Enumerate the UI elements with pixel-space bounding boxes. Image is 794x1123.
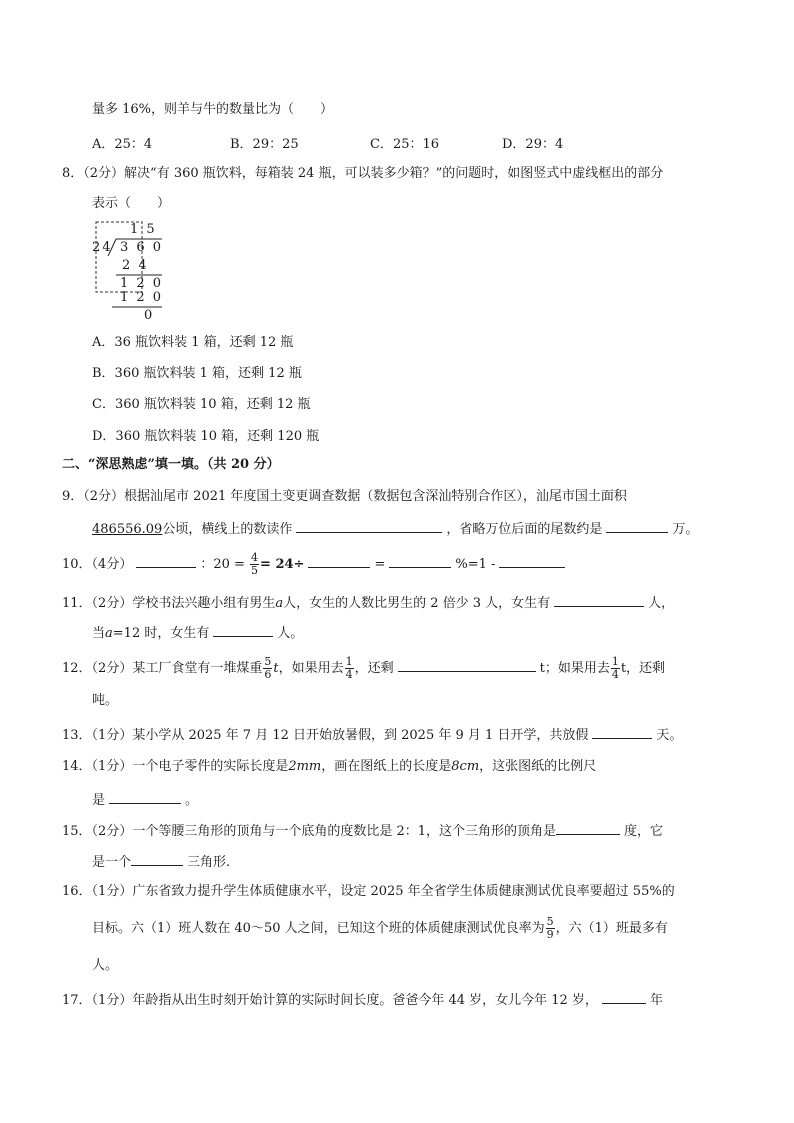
q10-blank-2[interactable] <box>308 553 370 568</box>
q9-area-number: 486556.09 <box>92 522 163 537</box>
q11-variable-a: a <box>275 596 284 611</box>
q11-line2: 当a=12 时，女生有 人。 <box>92 622 303 643</box>
q9-blank-approx[interactable] <box>606 518 668 533</box>
q13-blank[interactable] <box>592 724 652 739</box>
q17-line: 17．（1分）年龄指从出生时刻开始计算的实际时间长度。爸爸今年 44 岁，女儿今年 12 岁， 年 <box>62 989 663 1010</box>
q8-option-c[interactable]: C．360 瓶饮料装 10 箱，还剩 12 瓶 <box>92 397 311 412</box>
q12-line2: 吨。 <box>92 693 119 708</box>
q12-line1: 12．（2分）某工厂食堂有一堆煤重 $\frac{5}{6}$ t，如果用去 $\frac{1}{4}$ ，还剩 t；如果用去 $\frac{1}{4}$ t，还剩 <box>62 655 666 681</box>
q16-line3: 人。 <box>92 958 119 973</box>
division-row2: 1 2 0 <box>120 276 164 291</box>
q8-question-line2: 表示（ ） <box>92 196 171 211</box>
q10-text-ratio: ：20 = <box>200 557 245 572</box>
q15-blank-1[interactable] <box>556 820 620 835</box>
division-divisor: 24 <box>92 240 113 255</box>
q10-blank-4[interactable] <box>499 553 565 568</box>
q16-line2: 目标。六（1）班人数在 40～50 人之间，已知这个班的体质健康测试优良率为 $\frac{5}{9}$ ，六（1）班最多有 <box>92 915 668 941</box>
q14-blank[interactable] <box>109 789 181 804</box>
section-2-title: 二、“深思熟虑”填一填。（共 20 分） <box>62 457 280 472</box>
q9-text-mid2: ，省略万位后面的尾数约是 <box>446 522 603 537</box>
q12-fraction-2: $\frac{1}{4}$ <box>345 655 353 681</box>
q11-blank-2[interactable] <box>213 622 273 637</box>
q11-blank-1[interactable] <box>554 592 644 607</box>
q15-line2: 是一个 三角形. <box>92 851 230 872</box>
q13-line: 13．（1分）某小学从 2025 年 7 月 12 日开始放暑假，到 2025 年 9 月 1 日开学，共放假 天。 <box>62 724 682 745</box>
q12-fraction-3: $\frac{1}{4}$ <box>611 655 619 681</box>
division-row3: 1 2 0 <box>120 290 164 305</box>
q16-line1: 16．（1分）广东省致力提升学生体质健康水平，设定 2025 年全省学生体质健康测试优良率要超过 55%的 <box>62 884 675 899</box>
q9-blank-reading[interactable] <box>296 518 442 533</box>
q10-prefix: 10．（4分） <box>62 557 133 572</box>
q17-blank[interactable] <box>602 989 646 1004</box>
division-remainder: 0 <box>144 308 155 323</box>
q9-text-mid: 公顷，横线上的数读作 <box>162 522 293 537</box>
q14-line2: 是 。 <box>92 789 198 810</box>
q15-line1: 15．（2分）一个等腰三角形的顶角与一个底角的度数比是 2：1，这个三角形的顶角是 度，它 <box>62 820 663 841</box>
q12-fraction-1: $\frac{5}{6}$ <box>264 655 272 681</box>
q14-drawn-length: 8cm <box>451 759 480 774</box>
long-division-figure <box>92 220 172 325</box>
q8-option-d[interactable]: D．360 瓶饮料装 10 箱，还剩 120 瓶 <box>92 429 320 444</box>
q9-line2 <box>92 518 698 539</box>
q7-option-d[interactable]: D．29：4 <box>502 137 564 152</box>
q16-fraction: $\frac{5}{9}$ <box>546 915 554 941</box>
q10-blank-1[interactable] <box>136 553 196 568</box>
q8-question-line1: 8．（2分）解决“有 360 瓶饮料，每箱装 24 瓶，可以装多少箱？”的问题时，如图竖式中虚线框出的部分 <box>62 166 664 181</box>
q10-line <box>62 552 569 577</box>
division-dividend: 3 6 0 <box>120 240 164 255</box>
q8-option-b[interactable]: B．360 瓶饮料装 1 箱，还剩 12 瓶 <box>92 366 302 381</box>
q9-text-end: 万。 <box>672 522 699 537</box>
q10-text-equals: = <box>374 557 386 572</box>
division-row1: 2 4 <box>122 258 149 273</box>
q15-blank-2[interactable] <box>131 851 183 866</box>
q7-text: 量多 16%，则羊与牛的数量比为（ ） <box>92 102 334 117</box>
q8-option-a[interactable]: A．36 瓶饮料装 1 箱，还剩 12 瓶 <box>92 335 294 350</box>
q9-line1: 9．（2分）根据汕尾市 2021 年度国土变更调查数据（数据包含深汕特别合作区），汕尾市国土面积 <box>62 489 627 504</box>
q10-text-percent: %=1 - <box>455 557 496 572</box>
q14-actual-length: 2mm <box>288 759 322 774</box>
q7-option-a[interactable]: A．25：4 <box>92 137 153 152</box>
q10-blank-3[interactable] <box>389 553 451 568</box>
division-quotient: 1 5 <box>130 222 157 237</box>
q7-option-b[interactable]: B．29：25 <box>230 137 299 152</box>
q7-option-c[interactable]: C．25：16 <box>370 137 440 152</box>
q12-blank-1[interactable] <box>398 657 536 672</box>
q14-line1: 14．（1分）一个电子零件的实际长度是2mm，画在图纸上的长度是8cm，这张图纸的比例尺 <box>62 759 597 774</box>
q11-line1: 11．（2分）学校书法兴趣小组有男生a人，女生的人数比男生的 2 倍少 3 人，女生有 人， <box>62 592 674 613</box>
q10-text-division: = 24÷ <box>260 557 305 572</box>
q10-fraction: $\frac{4}{5}$ <box>251 551 259 577</box>
